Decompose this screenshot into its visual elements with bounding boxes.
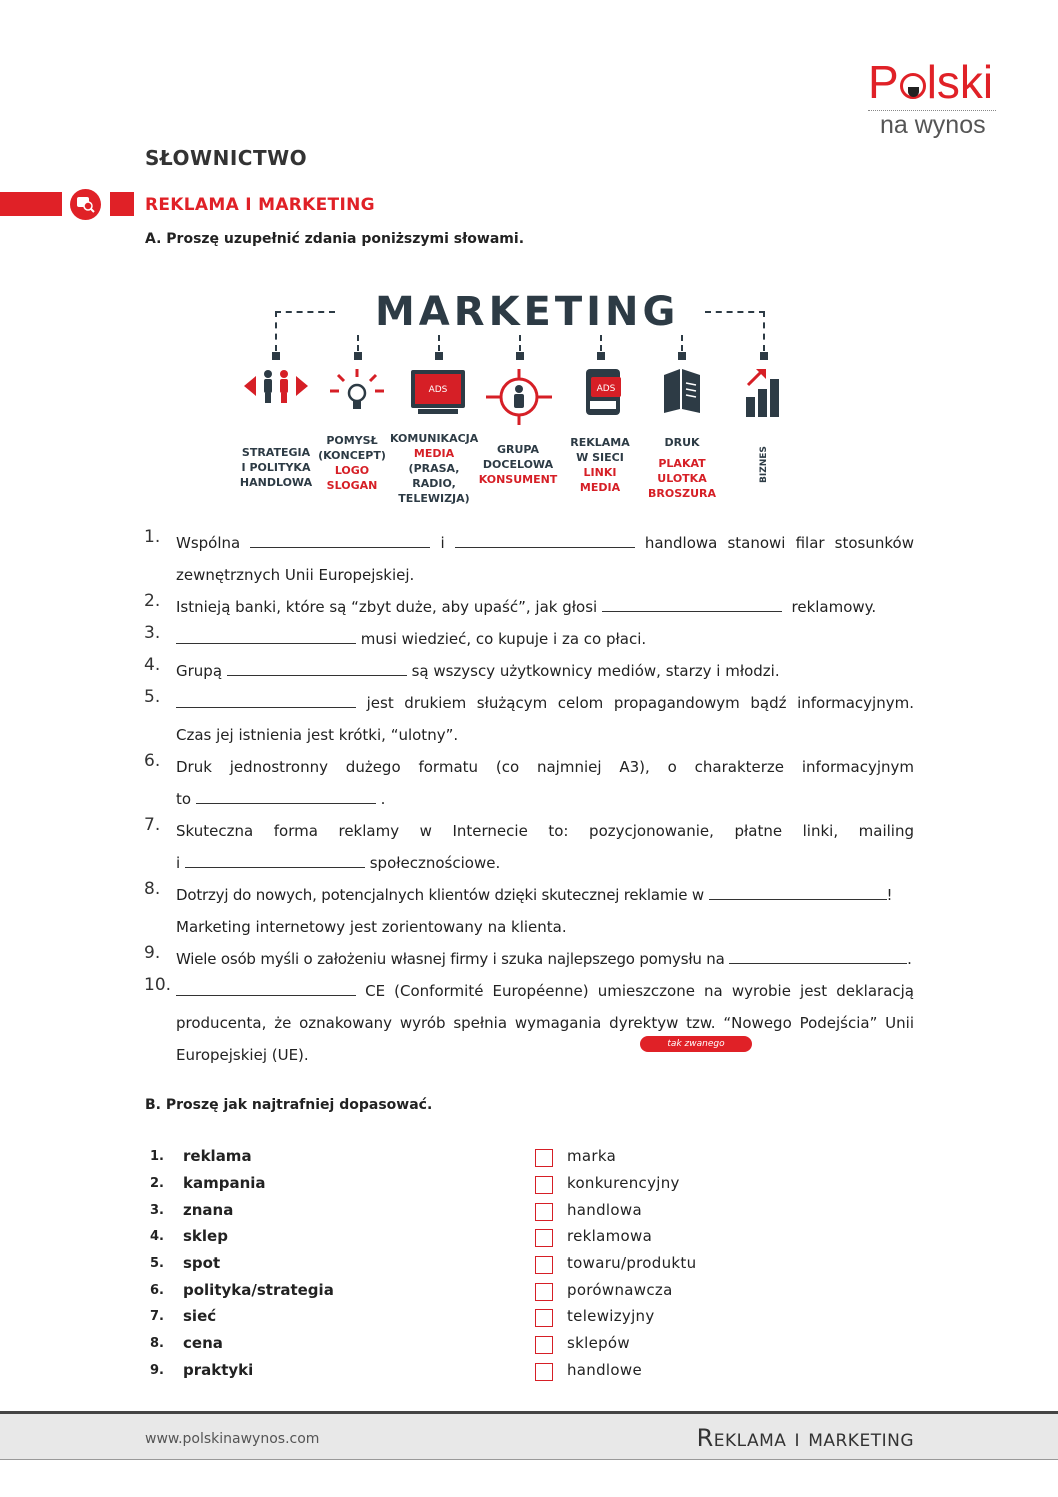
label-strategy: STRATEGIA I POLITYKA HANDLOWA <box>239 446 313 489</box>
label-online-ads: REKLAMA W SIECI LINKI MEDIA <box>570 436 630 494</box>
node-marker <box>354 352 362 360</box>
match-row: 2. kampania konkurencyjny <box>150 1174 680 1192</box>
instruction-a: A. Proszę uzupełnić zdania poniższymi słowami. <box>145 231 525 247</box>
topic-heading: REKLAMA I MARKETING <box>145 195 375 215</box>
match-checkbox[interactable] <box>535 1336 553 1354</box>
match-checkbox[interactable] <box>535 1309 553 1327</box>
footer-title: Reklama i marketing <box>696 1424 914 1452</box>
chat-search-icon <box>70 189 101 220</box>
blank-field[interactable] <box>196 790 376 804</box>
connector <box>681 335 683 351</box>
match-checkbox[interactable] <box>535 1203 553 1221</box>
match-checkbox[interactable] <box>535 1149 553 1167</box>
business-growth-chart-icon <box>744 369 782 419</box>
blank-field[interactable] <box>709 886 887 900</box>
match-row: 9. praktyki handlowe <box>150 1361 642 1379</box>
label-target-group: GRUPA DOCELOWA KONSUMENT <box>478 443 558 486</box>
match-checkbox[interactable] <box>535 1363 553 1381</box>
brand-logo <box>868 58 1008 139</box>
match-checkbox[interactable] <box>535 1283 553 1301</box>
logo-text: lski <box>926 56 994 108</box>
printed-brochure-icon <box>662 369 702 413</box>
connector <box>519 335 521 351</box>
connector <box>705 311 765 313</box>
strategy-people-icon <box>244 369 308 403</box>
marketing-infographic <box>230 285 810 505</box>
blank-field[interactable] <box>250 534 430 548</box>
connector <box>600 335 602 351</box>
node-marker <box>516 352 524 360</box>
sentence-10: 10. CE (Conformité Européenne) umieszczone na wyrobie jest deklaracją producenta, że oznakowany wyrób spełnia wymagania dyrektyw tzw. “Nowego Podejścia” Unii Europejskiej (UE). <box>144 975 914 1064</box>
match-row: 5. spot towaru/produktu <box>150 1254 697 1272</box>
blank-field[interactable] <box>176 982 356 996</box>
match-row: 3. znana handlowa <box>150 1201 642 1219</box>
sentence-3: 3. musi wiedzieć, co kupuje i za co płaci. <box>144 623 647 648</box>
match-checkbox[interactable] <box>535 1229 553 1247</box>
connector <box>438 335 440 351</box>
logo-subtitle: na wynos <box>880 111 986 139</box>
sentence-2: 2. Istnieją banki, które są “zbyt duże, aby upaść”, jak głosi reklamowy. <box>144 591 877 616</box>
section-title: SŁOWNICTWO <box>145 146 308 170</box>
lightbulb-idea-icon <box>330 369 384 413</box>
match-checkbox[interactable] <box>535 1256 553 1274</box>
infographic-title: MARKETING <box>375 289 680 335</box>
footer-website-link[interactable]: www.polskinawynos.com <box>145 1431 320 1447</box>
decor-bar <box>0 192 62 216</box>
blank-field[interactable] <box>176 694 356 708</box>
node-marker <box>760 352 768 360</box>
target-consumer-icon <box>486 369 552 425</box>
sentence-8: 8. Dotrzyj do nowych, potencjalnych klientów dzięki skutecznej reklamie w ! Marketing internetowy jest zorientowany na klienta. <box>144 879 893 936</box>
label-communication: KOMUNIKACJA MEDIA (PRASA, RADIO, TELEWIZJA) <box>390 432 479 505</box>
blank-field[interactable] <box>602 598 782 612</box>
sentence-4: 4. Grupą są wszyscy użytkownicy mediów, starzy i młodzi. <box>144 655 780 680</box>
note-badge: tak zwanego <box>640 1036 752 1052</box>
svg-text:ADS: ADS <box>596 384 616 394</box>
sentence-5: 5. jest drukiem służącym celom propagandowym bądź informacyjnym. Czas jej istnienia jest krótki, “ulotny”. <box>144 687 914 744</box>
logo-letter: P <box>868 56 899 108</box>
label-business: BIZNES <box>759 446 769 483</box>
monitor-ads-icon <box>410 369 466 415</box>
match-row: 1. reklama marka <box>150 1147 617 1165</box>
node-marker <box>435 352 443 360</box>
blank-field[interactable] <box>176 630 356 644</box>
blank-field[interactable] <box>455 534 635 548</box>
node-marker <box>272 352 280 360</box>
blank-field[interactable] <box>729 950 907 964</box>
sentence-9: 9. Wiele osób myśli o założeniu własnej firmy i szuka najlepszego pomysłu na . <box>144 943 912 968</box>
connector <box>763 311 765 351</box>
blank-field[interactable] <box>185 854 365 868</box>
match-checkbox[interactable] <box>535 1176 553 1194</box>
label-idea: POMYSŁ (KONCEPT) LOGO SLOGAN <box>318 434 386 492</box>
match-row: 8. cena sklepów <box>150 1334 630 1352</box>
sentence-7: 7. Skuteczna forma reklamy w Internecie to: pozycjonowanie, płatne linki, mailing i społecznościowe. <box>144 815 914 872</box>
logo-ring-icon <box>900 73 926 99</box>
label-print: DRUK PLAKAT ULOTKA BROSZURA <box>647 436 717 500</box>
blank-field[interactable] <box>227 662 407 676</box>
connector <box>275 311 277 351</box>
match-row: 6. polityka/strategia porównawcza <box>150 1281 673 1299</box>
match-row: 7. sieć telewizyjny <box>150 1307 655 1325</box>
connector <box>275 311 335 313</box>
match-row: 4. sklep reklamowa <box>150 1227 653 1245</box>
node-marker <box>678 352 686 360</box>
connector <box>357 335 359 351</box>
instruction-b: B. Proszę jak najtrafniej dopasować. <box>145 1097 433 1113</box>
svg-text:ADS: ADS <box>428 385 448 395</box>
decor-square <box>110 192 134 216</box>
smartphone-ads-icon <box>585 369 623 415</box>
sentence-6: 6. Druk jednostronny dużego formatu (co najmniej A3), o charakterze informacyjnym to . <box>144 751 914 808</box>
node-marker <box>597 352 605 360</box>
sentence-1: 1. Wspólna i handlowa stanowi filar stosunków zewnętrznych Unii Europejskiej. <box>144 527 914 584</box>
